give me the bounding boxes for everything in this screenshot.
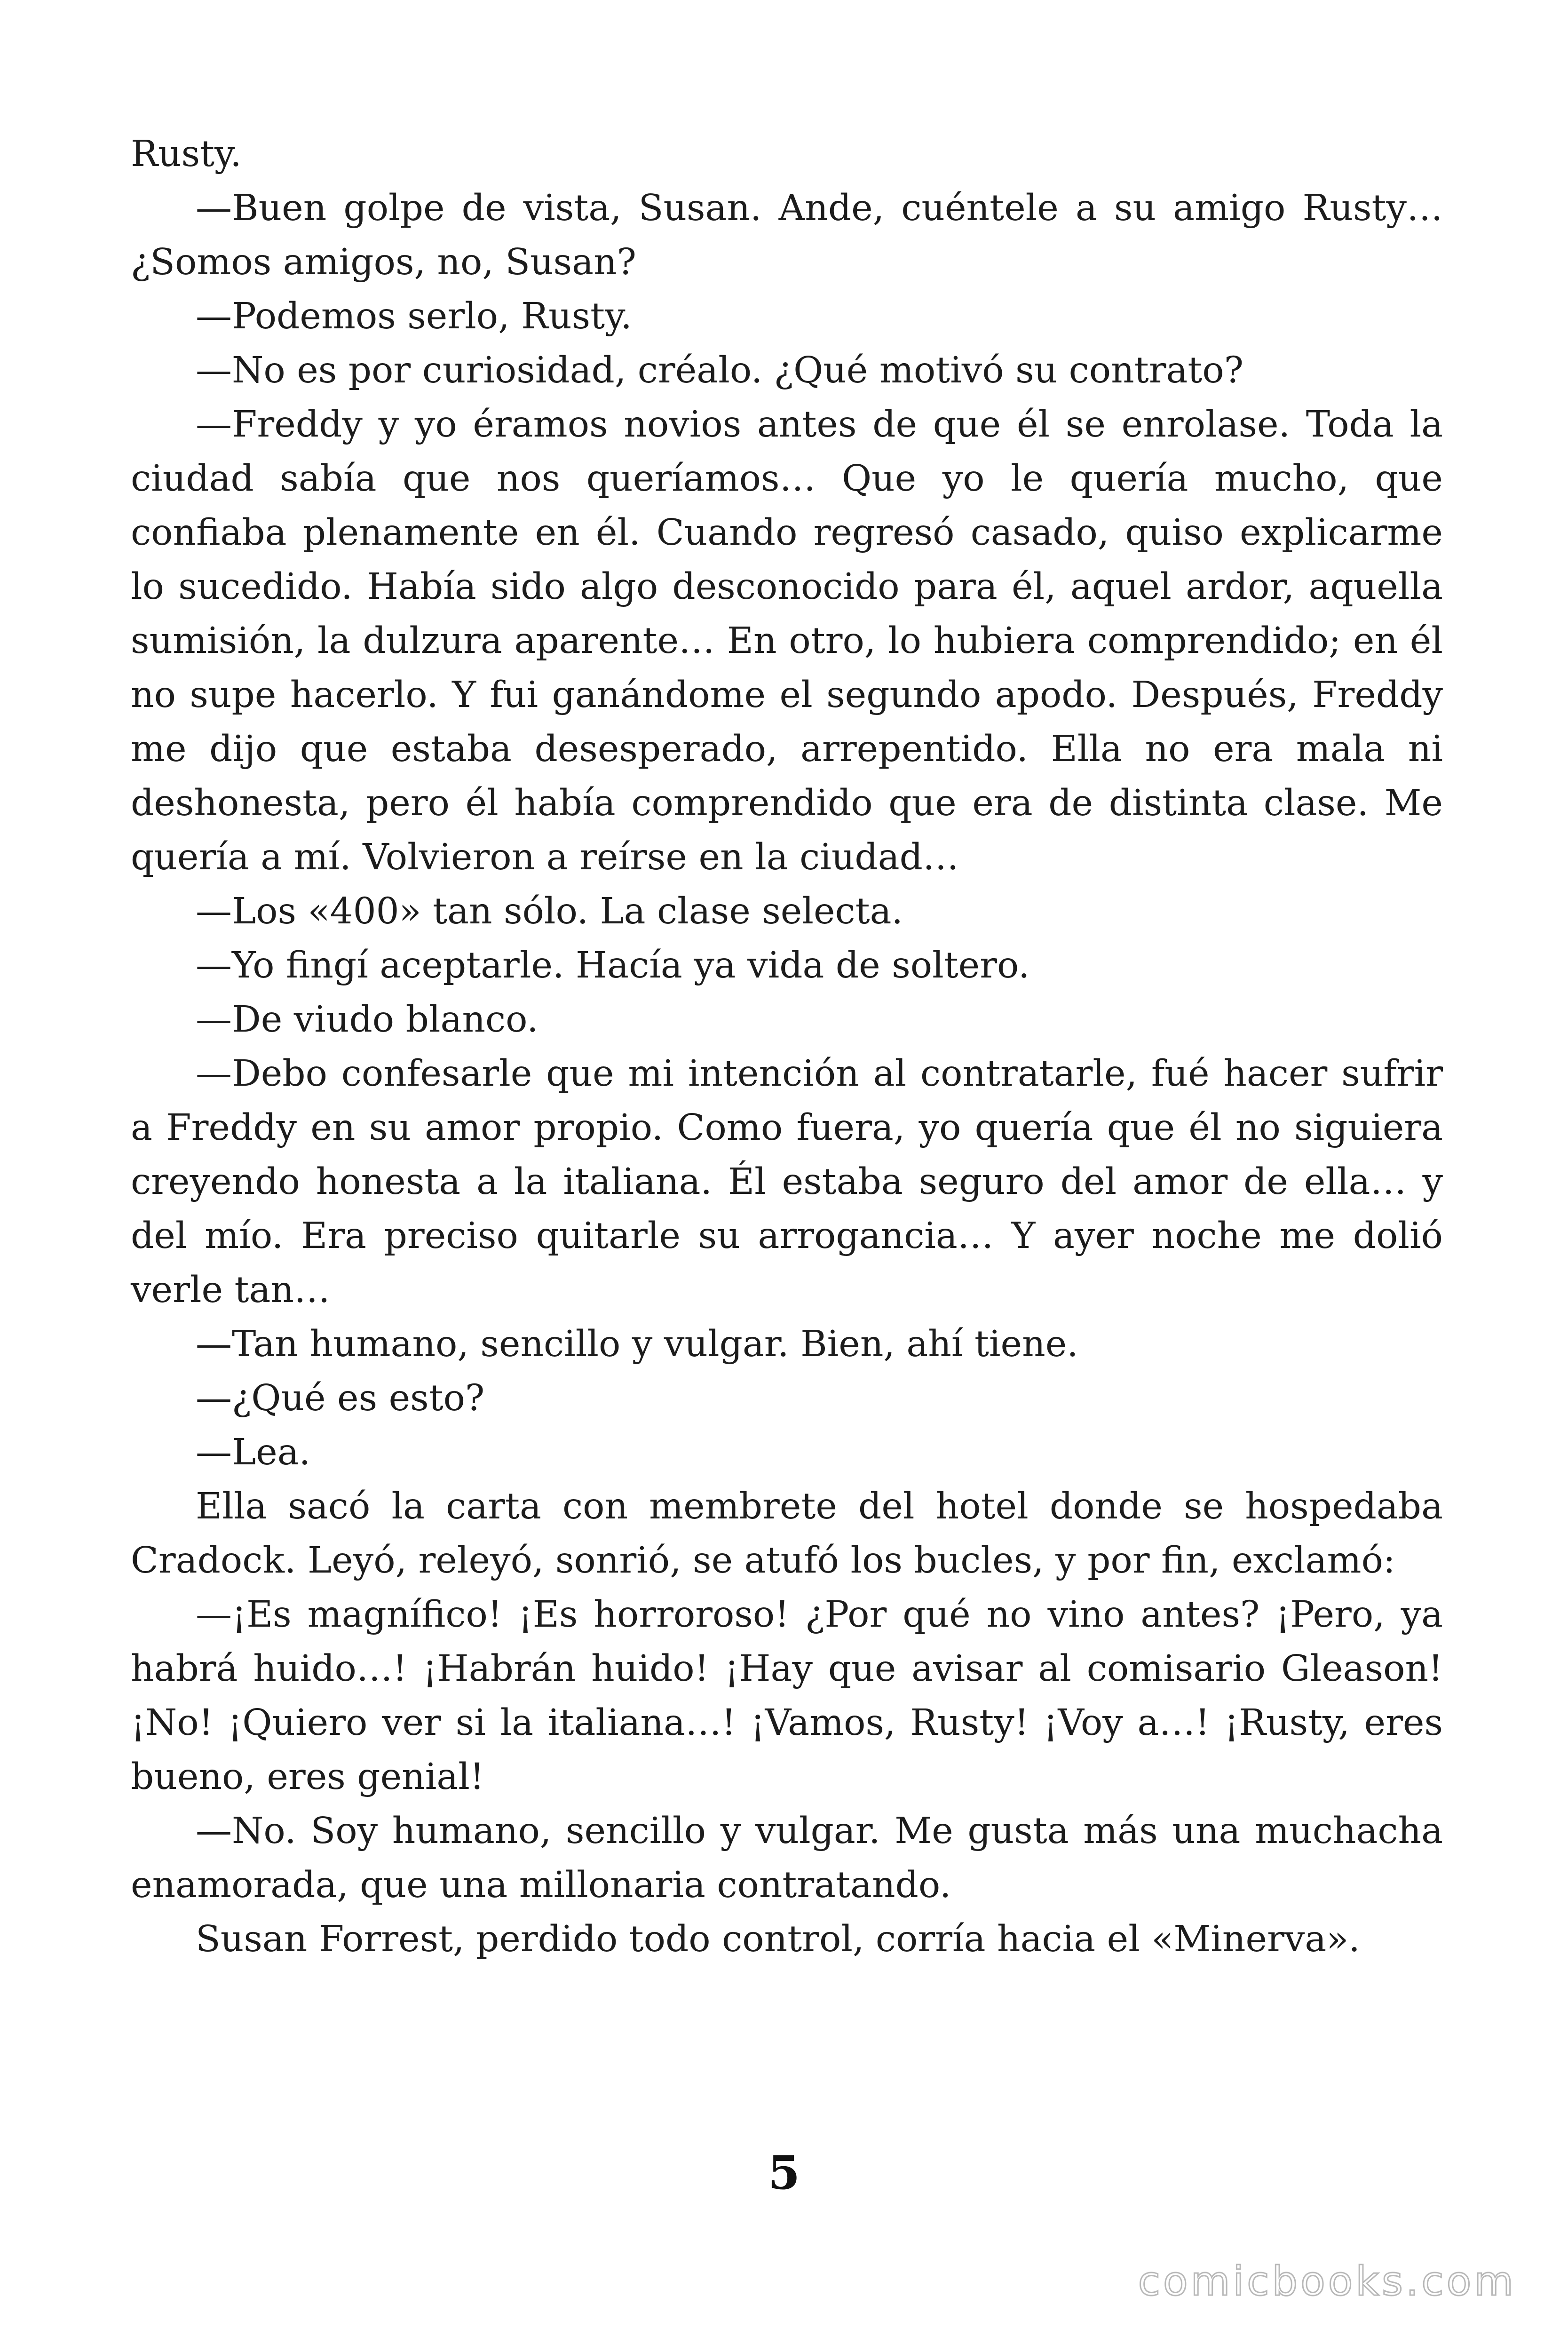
paragraph: —No es por curiosidad, créalo. ¿Qué motivó su contrato?: [196, 350, 1243, 391]
paragraph: —¡Es magnífico! ¡Es horroroso! ¿Por qué no vino antes? ¡Pero, ya habrá huido…! ¡Habrán huido! ¡Hay que avisar al comisario Gleason! ¡No! ¡Quiero ver si la italiana…! ¡Vamos, Rusty! ¡Voy a…! ¡Rusty, eres bueno, eres genial!: [131, 1594, 1443, 1798]
paragraph: —Podemos serlo, Rusty.: [196, 295, 632, 337]
paragraph: —De viudo blanco.: [196, 999, 539, 1041]
paragraph: Ella sacó la carta con membrete del hotel donde se hospedaba Cradock. Leyó, releyó, sonrió, se atufó los bucles, y por fin, exclamó:: [131, 1486, 1443, 1581]
paragraph: —Freddy y yo éramos novios antes de que él se enrolase. Toda la ciudad sabía que nos queríamos… Que yo le quería mucho, que confiaba plenamente en él. Cuando regresó casado, quiso explicarme lo sucedido. Había sido algo desconocido para él, aquel ardor, aquella sumisión, la dulzura aparente… En otro, lo hubiera comprendido; en él no supe hacerlo. Y fui ganándome el segundo apodo. Después, Freddy me dijo que estaba desesperado, arrepentido. Ella no era mala ni deshonesta, pero él había comprendido que era de distinta clase. Me quería a mí. Volvieron a reírse en la ciudad…: [131, 404, 1443, 878]
watermark: comicbooks.com: [1138, 2258, 1516, 2305]
paragraph: —¿Qué es esto?: [196, 1377, 485, 1419]
paragraph: Susan Forrest, perdido todo control, corría hacia el «Minerva».: [196, 1918, 1360, 1960]
paragraph: —Los «400» tan sólo. La clase selecta.: [196, 890, 903, 932]
page-number: 5: [768, 2146, 800, 2200]
paragraph: —Lea.: [196, 1431, 311, 1473]
page-body: [131, 127, 1443, 1966]
paragraph: —Debo confesarle que mi intención al contratarle, fué hacer sufrir a Freddy en su amor propio. Como fuera, yo quería que él no siguiera creyendo honesta a la italiana. Él estaba seguro del amor de ella… y del mío. Era preciso quitarle su arrogancia… Y ayer noche me dolió verle tan…: [131, 1053, 1443, 1311]
paragraph: —Tan humano, sencillo y vulgar. Bien, ahí tiene.: [196, 1323, 1078, 1365]
paragraph: —Buen golpe de vista, Susan. Ande, cuéntele a su amigo Rusty… ¿Somos amigos, no, Susan?: [131, 187, 1443, 283]
paragraph: Rusty.: [131, 133, 242, 175]
paragraph: —No. Soy humano, sencillo y vulgar. Me gusta más una muchacha enamorada, que una millonaria contratando.: [131, 1810, 1443, 1906]
paragraph: —Yo fingí aceptarle. Hacía ya vida de soltero.: [196, 945, 1030, 986]
